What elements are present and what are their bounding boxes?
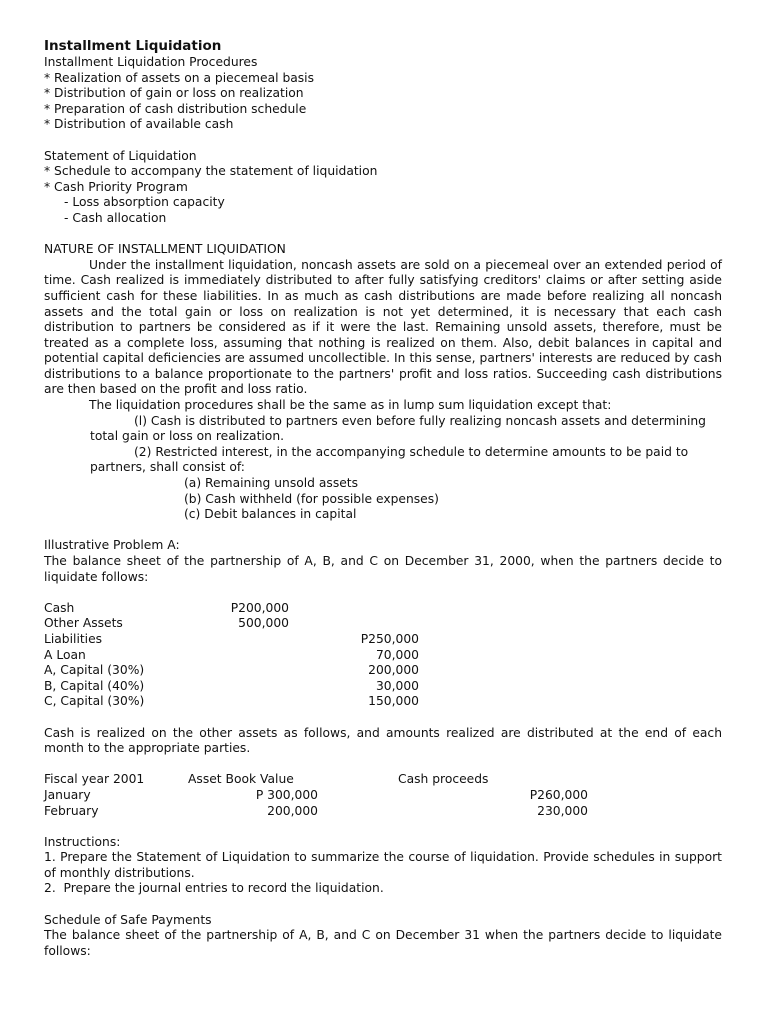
spacer — [44, 819, 722, 835]
balance-sheet-table — [44, 601, 419, 710]
nature-heading: NATURE OF INSTALLMENT LIQUIDATION — [44, 242, 286, 257]
spacer — [44, 585, 722, 601]
instruction-item-2: 2. Prepare the journal entries to record the liquidation. — [44, 881, 384, 896]
procedures-heading: Installment Liquidation Procedures — [44, 55, 258, 69]
table-row — [44, 679, 419, 695]
document-page — [44, 38, 722, 959]
credit-amount: 150,000 — [368, 694, 419, 709]
debit-amount — [229, 663, 289, 679]
procedure-item: * Distribution of available cash — [44, 117, 234, 132]
nature-point-1 — [44, 414, 722, 445]
credit-amount — [289, 601, 419, 617]
debit-amount — [229, 694, 289, 710]
instruction-item-1: 1. Prepare the Statement of Liquidation to summarize the course of liquidation. Provide schedules in support of monthly distributions. — [44, 850, 722, 880]
statement-item: * Cash Priority Program — [44, 179, 188, 194]
nature-point-2 — [44, 445, 722, 476]
problem-intro: The balance sheet of the partnership of A, B, and C on December 31, 2000, when the partners decide to liquidate follows: — [44, 554, 722, 584]
nature-subpoint: (b) Cash withheld (for possible expenses) — [184, 491, 439, 506]
account-label: Other Assets — [44, 616, 123, 631]
instructions-heading: Instructions: — [44, 834, 121, 849]
procedure-item: * Distribution of gain or loss on realization — [44, 86, 304, 101]
spacer — [44, 710, 722, 726]
spacer — [44, 757, 722, 773]
credit-amount: 30,000 — [375, 678, 419, 693]
spacer — [44, 523, 722, 539]
safe-payments-intro: The balance sheet of the partnership of A, B, and C on December 31 when the partners decide to liquidate follows: — [44, 928, 722, 958]
nature-point-2-lead: (2) Restricted interest, in the accompanying schedule to determine amounts to be paid to — [134, 444, 689, 459]
debit-amount — [229, 679, 289, 695]
nature-point-1-rest: total gain or loss on realization. — [90, 429, 285, 444]
month-label: January — [44, 787, 91, 802]
book-value: 200,000 — [267, 803, 318, 818]
cash-proceeds: 230,000 — [537, 803, 588, 818]
table-row — [44, 601, 419, 617]
table-row — [44, 632, 419, 648]
table-row — [44, 788, 588, 804]
column-header: Cash proceeds — [398, 772, 489, 787]
realization-text: Cash is realized on the other assets as follows, and amounts realized are distributed at the end of each month to the appropriate parties. — [44, 725, 722, 756]
statement-subitem: - Cash allocation — [64, 210, 167, 225]
nature-paragraph-1-text: Under the installment liquidation, noncash assets are sold on a piecemeal over an extended period of time. Cash realized is immediately distributed to after fully satisfying creditors' claims or after setting aside sufficient cash for these liabilities. In as much as cash distributions are made before realizing all noncash assets and the total gain or loss on realization is not yet determined, it is necessary that each cash distribution to partners be considered as if it were the last. Remaining unsold assets, therefore, must be treated as a complete loss, assuming that nothing is realized on them. Also, debit balances in capital and potential capital deficiencies are assumed uncollectible. In this sense, partners' interests are reduced by cash distributions to a balance proportionate to the partners' profit and loss ratios. Succeeding cash distributions are then based on the profit and loss ratio. — [44, 257, 722, 397]
procedure-item: * Preparation of cash distribution schedule — [44, 101, 307, 116]
account-label: B, Capital (40%) — [44, 678, 145, 693]
book-value: P 300,000 — [255, 787, 318, 802]
credit-amount: P250,000 — [360, 631, 419, 646]
account-label: Liabilities — [44, 631, 103, 646]
column-header: Asset Book Value — [188, 772, 294, 787]
spacer — [44, 897, 722, 913]
credit-amount: 200,000 — [368, 663, 419, 678]
cash-proceeds: P260,000 — [529, 787, 588, 802]
nature-subpoint: (c) Debit balances in capital — [184, 507, 357, 522]
statement-heading: Statement of Liquidation — [44, 148, 197, 163]
statement-subitem: - Loss absorption capacity — [64, 195, 225, 210]
account-label: A Loan — [44, 647, 86, 662]
debit-amount: P200,000 — [230, 600, 289, 615]
spacer — [44, 133, 722, 149]
credit-amount: 70,000 — [375, 647, 419, 662]
account-label: A, Capital (30%) — [44, 663, 145, 678]
problem-heading: Illustrative Problem A: — [44, 538, 180, 553]
document-title: Installment Liquidation — [44, 38, 222, 54]
account-label: C, Capital (30%) — [44, 694, 145, 709]
nature-paragraph-2: The liquidation procedures shall be the same as in lump sum liquidation except that: — [89, 398, 612, 413]
monthly-realization-table — [44, 772, 588, 819]
nature-point-2-rest: partners, shall consist of: — [90, 460, 245, 475]
debit-amount: 500,000 — [238, 616, 289, 631]
column-header: Fiscal year 2001 — [44, 772, 145, 787]
account-label: Cash — [44, 600, 75, 615]
debit-amount — [229, 648, 289, 664]
safe-payments-heading: Schedule of Safe Payments — [44, 912, 212, 927]
credit-amount — [289, 616, 419, 632]
table-row — [44, 804, 588, 820]
nature-point-1-lead: (l) Cash is distributed to partners even before fully realizing noncash assets and determining — [134, 413, 706, 428]
month-label: February — [44, 803, 99, 818]
spacer — [44, 227, 722, 243]
table-row — [44, 694, 419, 710]
debit-amount — [229, 632, 289, 648]
nature-subpoint: (a) Remaining unsold assets — [184, 476, 359, 491]
table-row — [44, 648, 419, 664]
statement-item: * Schedule to accompany the statement of liquidation — [44, 164, 378, 179]
table-row — [44, 663, 419, 679]
nature-paragraph-1 — [44, 258, 722, 398]
table-header-row — [44, 772, 588, 788]
procedure-item: * Realization of assets on a piecemeal basis — [44, 70, 315, 85]
table-row — [44, 616, 419, 632]
